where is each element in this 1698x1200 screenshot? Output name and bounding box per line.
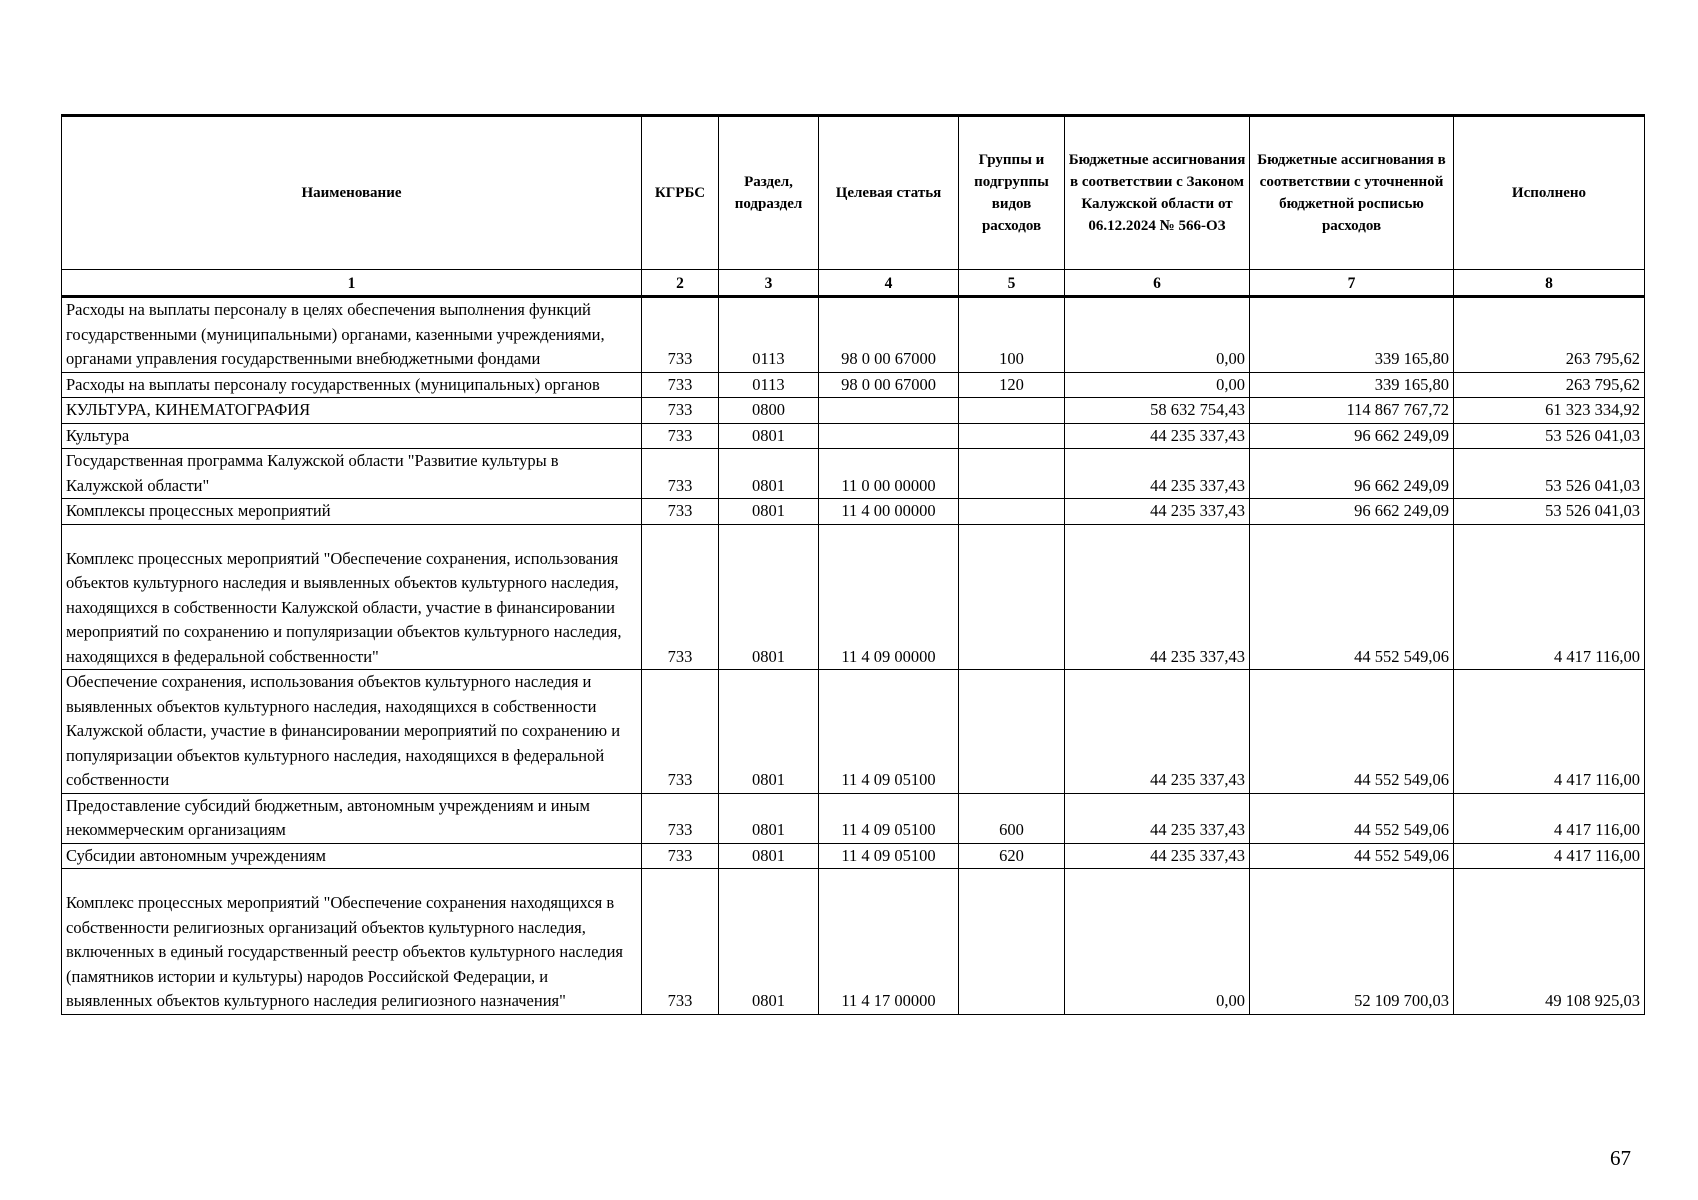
row-expense-group — [959, 670, 1065, 794]
row-kgrbs: 733 — [642, 499, 719, 525]
row-section: 0801 — [719, 793, 819, 843]
row-expense-group: 600 — [959, 793, 1065, 843]
row-kgrbs: 733 — [642, 670, 719, 794]
row-refined-allocation: 96 662 249,09 — [1250, 449, 1454, 499]
table-row — [62, 869, 1645, 1015]
row-name: Государственная программа Калужской области "Развитие культуры в Калужской области" — [62, 449, 642, 499]
budget-table — [61, 114, 1645, 1015]
header-executed: Исполнено — [1454, 116, 1645, 270]
row-target-article: 11 4 00 00000 — [819, 499, 959, 525]
row-executed: 53 526 041,03 — [1454, 449, 1645, 499]
row-section: 0801 — [719, 449, 819, 499]
row-target-article — [819, 398, 959, 424]
header-name: Наименование — [62, 116, 642, 270]
row-expense-group: 620 — [959, 843, 1065, 869]
table-row — [62, 524, 1645, 670]
row-expense-group — [959, 423, 1065, 449]
header-law-allocations: Бюджетные ассигнования в соответствии с Законом Калужской области от 06.12.2024 № 566-ОЗ — [1065, 116, 1250, 270]
column-number: 6 — [1065, 270, 1250, 297]
row-law-allocation: 44 235 337,43 — [1065, 793, 1250, 843]
row-kgrbs: 733 — [642, 869, 719, 1015]
row-executed: 53 526 041,03 — [1454, 499, 1645, 525]
row-expense-group — [959, 524, 1065, 670]
row-executed: 53 526 041,03 — [1454, 423, 1645, 449]
row-refined-allocation: 339 165,80 — [1250, 297, 1454, 373]
row-law-allocation: 0,00 — [1065, 869, 1250, 1015]
table-row — [62, 297, 1645, 373]
row-law-allocation: 58 632 754,43 — [1065, 398, 1250, 424]
row-name: Культура — [62, 423, 642, 449]
row-section: 0801 — [719, 423, 819, 449]
row-kgrbs: 733 — [642, 449, 719, 499]
row-refined-allocation: 44 552 549,06 — [1250, 524, 1454, 670]
row-law-allocation: 0,00 — [1065, 297, 1250, 373]
row-target-article: 98 0 00 67000 — [819, 297, 959, 373]
row-expense-group — [959, 869, 1065, 1015]
row-expense-group — [959, 398, 1065, 424]
row-name: Комплекс процессных мероприятий "Обеспечение сохранения находящихся в собственности религиозных организаций объектов культурного наследия, включенных в единый государственный реестр объектов культурного наследия (памятников истории и культуры) народов Российской Федерации, и выявленных объектов культурного наследия религиозного назначения" — [62, 869, 642, 1015]
row-expense-group — [959, 499, 1065, 525]
header-refined-allocations: Бюджетные ассигнования в соответствии с уточненной бюджетной росписью расходов — [1250, 116, 1454, 270]
column-number-row — [62, 270, 1645, 297]
row-name: Субсидии автономным учреждениям — [62, 843, 642, 869]
row-target-article: 11 4 09 00000 — [819, 524, 959, 670]
table-row — [62, 843, 1645, 869]
row-refined-allocation: 44 552 549,06 — [1250, 793, 1454, 843]
column-number: 3 — [719, 270, 819, 297]
header-section: Раздел, подраздел — [719, 116, 819, 270]
row-executed: 4 417 116,00 — [1454, 524, 1645, 670]
row-name: Комплекс процессных мероприятий "Обеспечение сохранения, использования объектов культурного наследия и выявленных объектов культурного наследия, находящихся в собственности Калужской области, участие в финансировании мероприятий по сохранению и популяризации объектов культурного наследия, находящихся в федеральной собственности" — [62, 524, 642, 670]
row-executed: 4 417 116,00 — [1454, 843, 1645, 869]
header-row — [62, 116, 1645, 270]
row-target-article: 11 4 09 05100 — [819, 670, 959, 794]
header-expense-groups: Группы и подгруппы видов расходов — [959, 116, 1065, 270]
row-section: 0801 — [719, 670, 819, 794]
row-refined-allocation: 96 662 249,09 — [1250, 423, 1454, 449]
row-target-article: 11 4 09 05100 — [819, 843, 959, 869]
row-section: 0801 — [719, 869, 819, 1015]
header-kgrbs: КГРБС — [642, 116, 719, 270]
table-row — [62, 670, 1645, 794]
row-executed: 4 417 116,00 — [1454, 793, 1645, 843]
row-section: 0113 — [719, 297, 819, 373]
row-section: 0801 — [719, 499, 819, 525]
column-number: 4 — [819, 270, 959, 297]
page-number: 67 — [1610, 1146, 1631, 1170]
row-target-article: 11 4 17 00000 — [819, 869, 959, 1015]
row-kgrbs: 733 — [642, 524, 719, 670]
row-expense-group: 120 — [959, 372, 1065, 398]
row-executed: 263 795,62 — [1454, 297, 1645, 373]
row-executed: 49 108 925,03 — [1454, 869, 1645, 1015]
row-section: 0800 — [719, 398, 819, 424]
row-refined-allocation: 339 165,80 — [1250, 372, 1454, 398]
row-law-allocation: 44 235 337,43 — [1065, 524, 1250, 670]
table-row — [62, 499, 1645, 525]
row-name: Расходы на выплаты персоналу в целях обеспечения выполнения функций государственными (муниципальными) органами, казенными учреждениями, органами управления государственными внебюджетными фондами — [62, 297, 642, 373]
row-name: Обеспечение сохранения, использования объектов культурного наследия и выявленных объектов культурного наследия, находящихся в собственности Калужской области, участие в финансировании мероприятий по сохранению и популяризации объектов культурного наследия, находящихся в федеральной собственности — [62, 670, 642, 794]
row-kgrbs: 733 — [642, 372, 719, 398]
row-target-article: 98 0 00 67000 — [819, 372, 959, 398]
row-law-allocation: 44 235 337,43 — [1065, 670, 1250, 794]
row-kgrbs: 733 — [642, 793, 719, 843]
column-number: 7 — [1250, 270, 1454, 297]
row-law-allocation: 44 235 337,43 — [1065, 423, 1250, 449]
row-section: 0801 — [719, 843, 819, 869]
row-name: КУЛЬТУРА, КИНЕМАТОГРАФИЯ — [62, 398, 642, 424]
table-row — [62, 398, 1645, 424]
table-row — [62, 423, 1645, 449]
row-executed: 61 323 334,92 — [1454, 398, 1645, 424]
row-expense-group: 100 — [959, 297, 1065, 373]
row-kgrbs: 733 — [642, 423, 719, 449]
table-row — [62, 793, 1645, 843]
row-name: Предоставление субсидий бюджетным, автономным учреждениям и иным некоммерческим организациям — [62, 793, 642, 843]
row-refined-allocation: 114 867 767,72 — [1250, 398, 1454, 424]
row-expense-group — [959, 449, 1065, 499]
column-number: 2 — [642, 270, 719, 297]
row-refined-allocation: 44 552 549,06 — [1250, 843, 1454, 869]
column-number: 1 — [62, 270, 642, 297]
header-target-article: Целевая статья — [819, 116, 959, 270]
row-executed: 263 795,62 — [1454, 372, 1645, 398]
row-section: 0113 — [719, 372, 819, 398]
table-row — [62, 372, 1645, 398]
row-law-allocation: 44 235 337,43 — [1065, 843, 1250, 869]
column-number: 5 — [959, 270, 1065, 297]
row-target-article: 11 4 09 05100 — [819, 793, 959, 843]
row-section: 0801 — [719, 524, 819, 670]
row-law-allocation: 0,00 — [1065, 372, 1250, 398]
row-kgrbs: 733 — [642, 398, 719, 424]
row-executed: 4 417 116,00 — [1454, 670, 1645, 794]
row-name: Расходы на выплаты персоналу государственных (муниципальных) органов — [62, 372, 642, 398]
row-refined-allocation: 44 552 549,06 — [1250, 670, 1454, 794]
row-refined-allocation: 52 109 700,03 — [1250, 869, 1454, 1015]
table-row — [62, 449, 1645, 499]
row-name: Комплексы процессных мероприятий — [62, 499, 642, 525]
row-target-article — [819, 423, 959, 449]
row-kgrbs: 733 — [642, 843, 719, 869]
column-number: 8 — [1454, 270, 1645, 297]
row-target-article: 11 0 00 00000 — [819, 449, 959, 499]
row-law-allocation: 44 235 337,43 — [1065, 449, 1250, 499]
row-law-allocation: 44 235 337,43 — [1065, 499, 1250, 525]
row-refined-allocation: 96 662 249,09 — [1250, 499, 1454, 525]
row-kgrbs: 733 — [642, 297, 719, 373]
